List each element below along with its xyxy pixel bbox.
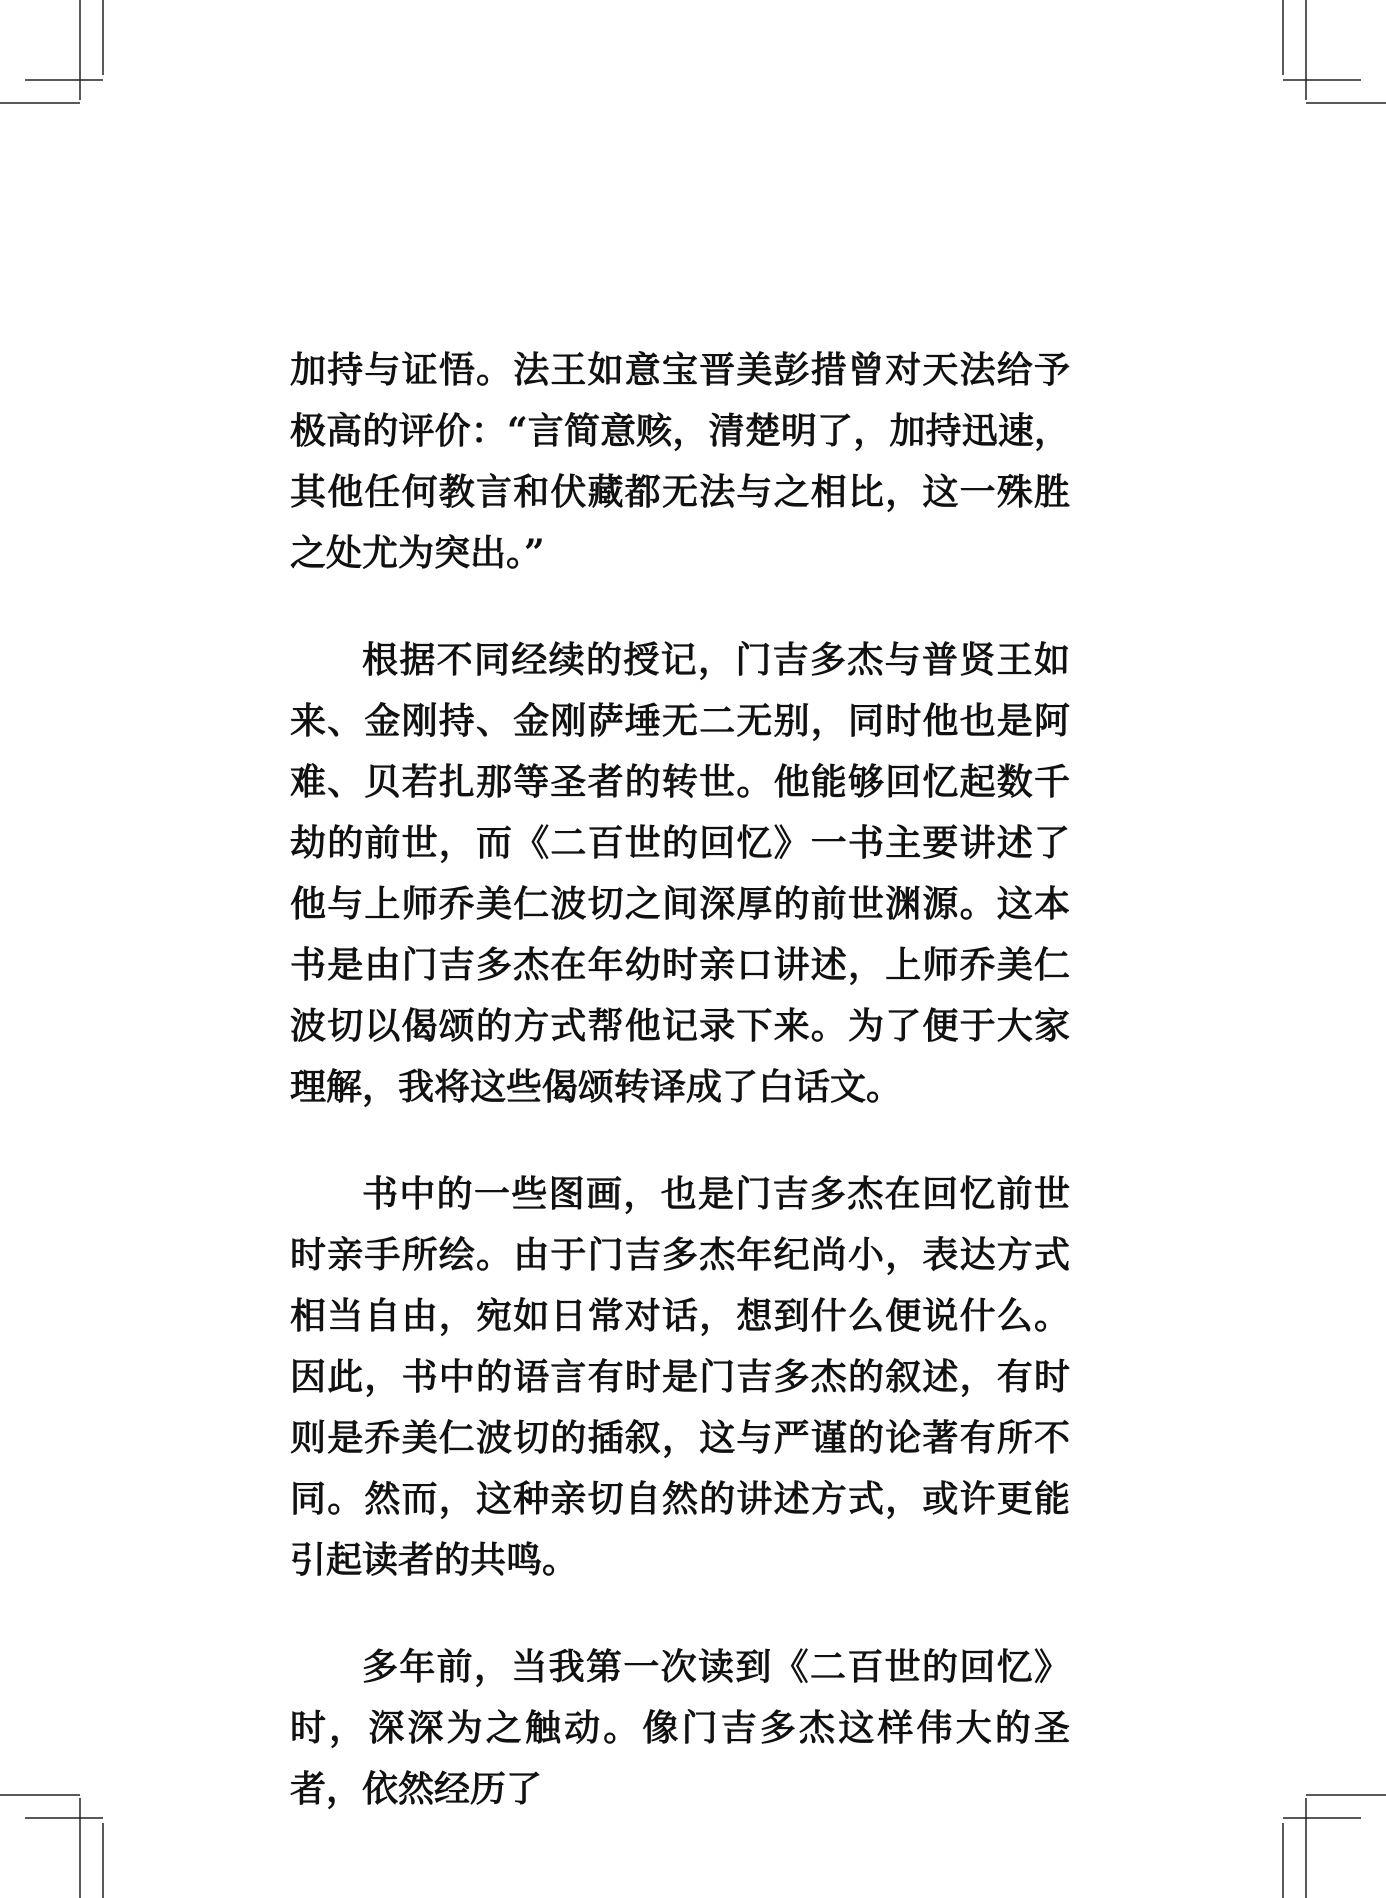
paragraph-2: 根据不同经续的授记，门吉多杰与普贤王如来、金刚持、金刚萨埵无二无别，同时他也是阿难、贝若扎那等圣者的转世。他能够回忆起数千劫的前世，而《二百世的回忆》一书主要讲述了他与上师乔美仁波切之间深厚的前世渊源。这本书是由门吉多杰在年幼时亲口讲述，上师乔美仁波切以偈颂的方式帮他记录下来。为了便于大家理解，我将这些偈颂转译成了白话文。 [290, 639, 1070, 1108]
paragraph-3: 书中的一些图画，也是门吉多杰在回忆前世时亲手所绘。由于门吉多杰年纪尚小，表达方式相当自由，宛如日常对话，想到什么便说什么。因此，书中的语言有时是门吉多杰的叙述，有时则是乔美仁波切的插叙，这与严谨的论著有所不同。然而，这种亲切自然的讲述方式，或许更能引起读者的共鸣。 [290, 1173, 1070, 1581]
body-text [290, 340, 1070, 1866]
paragraph-1: 加持与证悟。法王如意宝晋美彭措曾对天法给予极高的评价：“言简意赅，清楚明了，加持迅速，其他任何教言和伏藏都无法与之相比，这一殊胜之处尤为突出。” [290, 349, 1070, 574]
paragraph-4: 多年前，当我第一次读到《二百世的回忆》时，深深为之触动。像门吉多杰这样伟大的圣者，依然经历了 [290, 1646, 1070, 1810]
